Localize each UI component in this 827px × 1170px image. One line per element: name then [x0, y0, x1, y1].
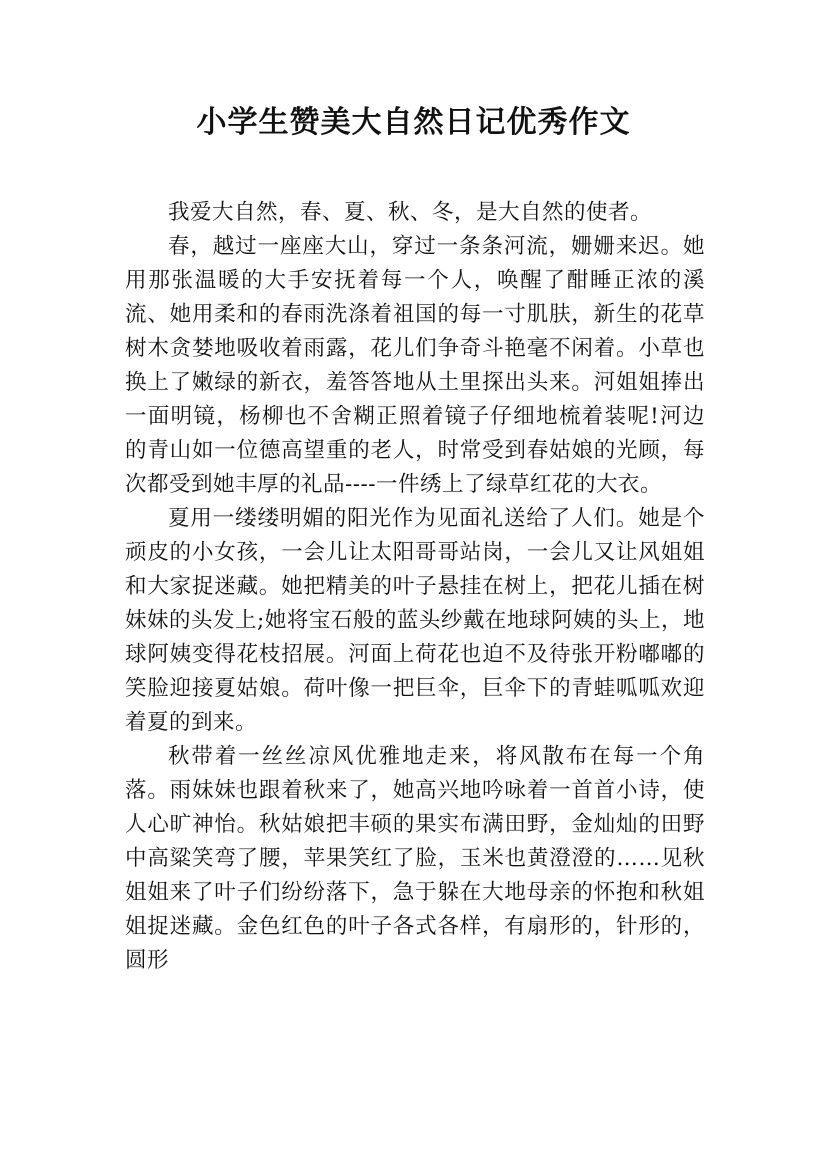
paragraph-spring: 春，越过一座座大山，穿过一条条河流，姗姗来迟。她用那张温暖的大手安抚着每一个人，唤醒了酣睡正浓的溪流、她用柔和的春雨洗涤着祖国的每一寸肌肤，新生的花草树木贪婪地吸收着雨露，花儿们争奇斗艳毫不闲着。小草也换上了嫩绿的新衣，羞答答地从土里探出头来。河姐姐捧出一面明镜，杨柳也不舍糊正照着镜子仔细地梳着装呢!河边的青山如一位德高望重的老人，时常受到春姑娘的光顾，每次都受到她丰厚的礼品----一件绣上了绿草红花的大衣。 [125, 234, 705, 497]
paragraph-summer: 夏用一缕缕明媚的阳光作为见面礼送给了人们。她是个顽皮的小女孩，一会儿让太阳哥哥站岗，一会儿又让风姐姐和大家捉迷藏。她把精美的叶子悬挂在树上，把花儿插在树妹妹的头发上;她将宝石般的蓝头纱戴在地球阿姨的头上，地球阿姨变得花枝招展。河面上荷花也迫不及待张开粉嘟嘟的笑脸迎接夏姑娘。荷叶像一把巨伞，巨伞下的青蛙呱呱欢迎着夏的到来。 [125, 506, 705, 735]
article-body [125, 196, 705, 978]
paragraph-autumn: 秋带着一丝丝凉风优雅地走来，将风散布在每一个角落。雨妹妹也跟着秋来了，她高兴地吟咏着一首首小诗，使人心旷神怡。秋姑娘把丰硕的果实布满田野，金灿灿的田野中高粱笑弯了腰，苹果笑红了脸，玉米也黄澄澄的……见秋姐姐来了叶子们纷纷落下，急于躲在大地母亲的怀抱和秋姐姐捉迷藏。金色红色的叶子各式各样，有扇形的，针形的，圆形 [125, 744, 705, 973]
document-title: 小学生赞美大自然日记优秀作文 [196, 105, 631, 140]
paragraph-intro: 我爱大自然，春、夏、秋、冬，是大自然的使者。 [168, 200, 653, 225]
